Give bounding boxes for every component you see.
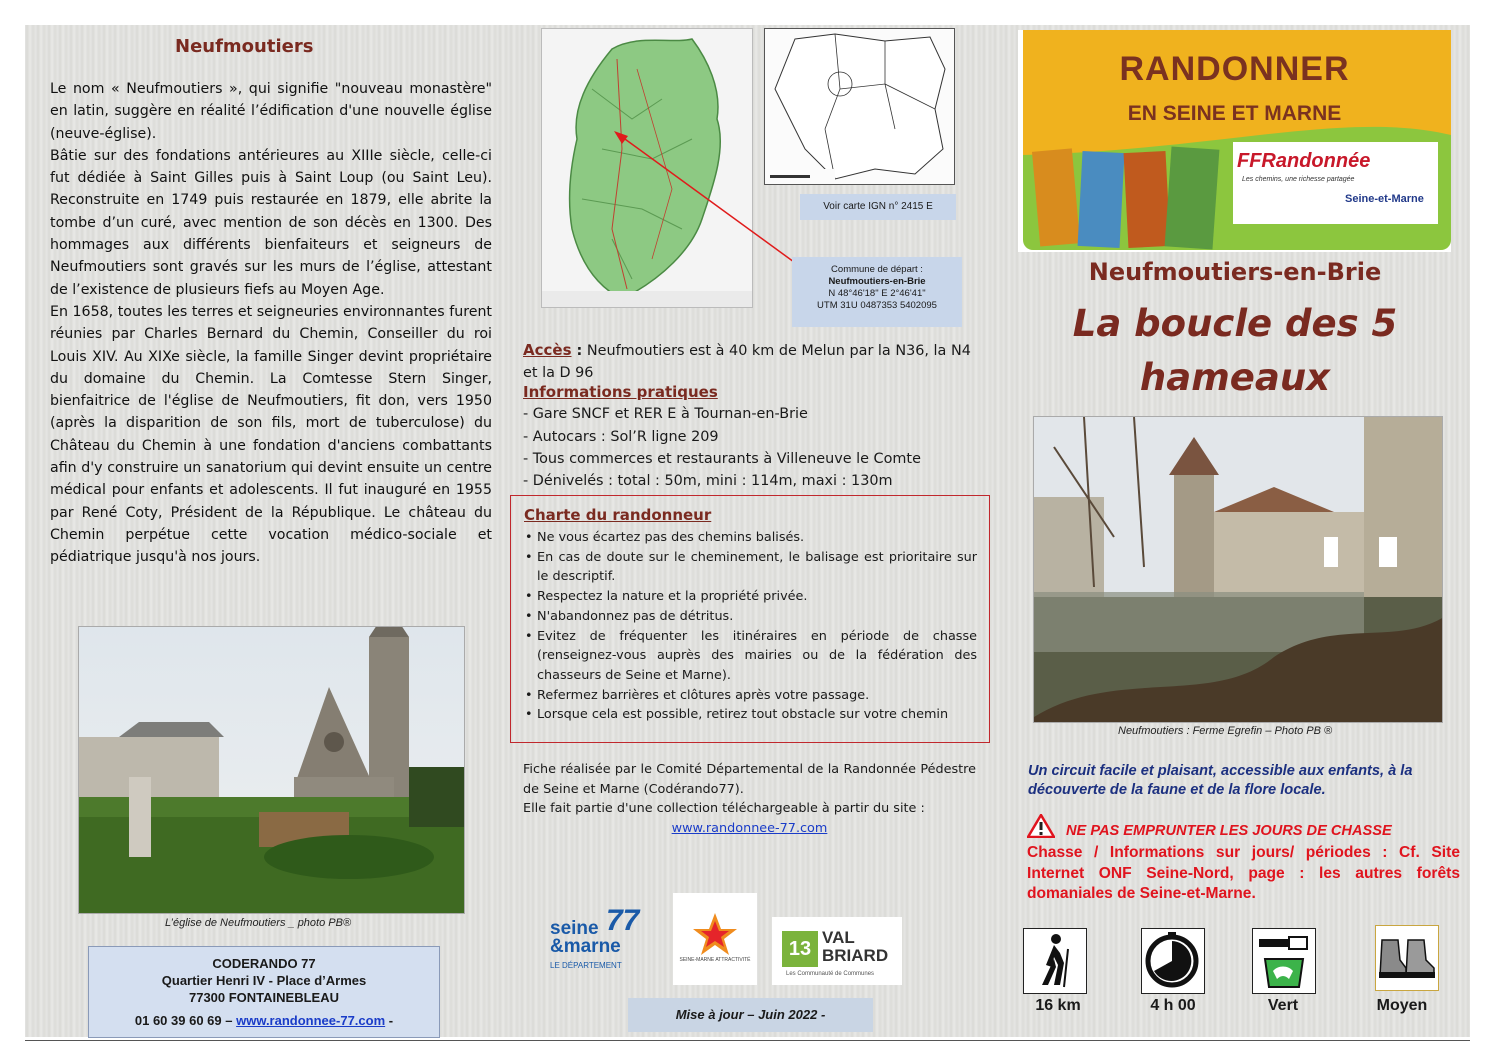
banner-subtitle: EN SEINE ET MARNE	[1127, 102, 1342, 125]
bottom-divider	[25, 1040, 1470, 1041]
info-item: - Tous commerces et restaurants à Villeneuve le Comte	[523, 450, 921, 467]
org-address: Quartier Henri IV - Place d’Armes	[161, 973, 367, 988]
info-item: - Dénivelés : total : 50m, mini : 114m, maxi : 130m	[523, 473, 893, 490]
practical-info-heading: Informations pratiques	[523, 383, 718, 401]
charter-item: • N'abandonnez pas de détritus.	[537, 607, 977, 627]
attractivite-text: SEINE-MARNE ATTRACTIVITÉ	[679, 957, 751, 963]
farm-photo-caption: Neufmoutiers : Ferme Egrefin – Photo PB ®	[1118, 725, 1333, 737]
org-name: CODERANDO 77	[212, 956, 316, 971]
church-photo	[78, 626, 465, 914]
charter-item: • Ne vous écartez pas des chemins balisés.	[537, 528, 977, 548]
farm-photo	[1033, 416, 1443, 723]
seine-logo-sub: LE DÉPARTEMENT	[550, 961, 622, 970]
val-briard-logo	[772, 917, 902, 985]
seine-logo-word2: &marne	[550, 936, 621, 957]
access-section	[523, 339, 983, 384]
charter-item: • Respectez la nature et la propriété privée.	[537, 587, 977, 607]
start-gps: N 48°46'18" E 2°46'41"	[828, 288, 926, 299]
info-item: - Gare SNCF et RER E à Tournan-en-Brie	[523, 406, 808, 423]
distance-value: 16 km	[1035, 997, 1081, 1014]
coderando-contact-box	[88, 946, 440, 1038]
hiker-charter-box	[510, 495, 990, 743]
duration-value: 4 h 00	[1150, 997, 1196, 1014]
randonner-banner	[1018, 30, 1451, 252]
val-briard-word1: VAL	[822, 928, 855, 947]
hunting-warning-title: NE PAS EMPRUNTER LES JOURS DE CHASSE	[1066, 823, 1392, 839]
org-city: 77300 FONTAINEBLEAU	[188, 990, 339, 1005]
history-paragraph: En 1658, toutes les terres et seigneuries environnantes furent réunies par Charles Bernard du Chemin, Conseiller du roi Louis XIV. Au XIXe siècle, la famille Singer devint propriétaire du domaine du Chemin. La Comtesse Stern Singer, bienfaitrice de l'église de Neufmoutiers, fit don, vers 1950 (après la disparition de son fils, mort de tuberculose) du Château du Chemin à une fondation d'anciens combattants afin d'y construire un sanatorium qui devint ensuite un centre médical pour enfants et adolescents. Il fut inauguré en 1955 par René Coty, Président de la République. Le château du Chemin perpétue cette vocation médico-sociale et pédiatrique jusqu'à nos jours.	[50, 303, 492, 566]
warning-icon	[1027, 814, 1055, 838]
charter-item: • Refermez barrières et clôtures après votre passage.	[537, 686, 977, 706]
marking-value: Vert	[1267, 997, 1299, 1014]
difficulty-value: Moyen	[1376, 997, 1428, 1014]
credits-text	[523, 760, 976, 839]
update-date: Mise à jour – Juin 2022 -	[628, 998, 873, 1032]
boots-icon	[1375, 925, 1439, 991]
seine-marne-attractivite-logo	[673, 893, 757, 985]
org-phone: 01 60 39 60 69 –	[134, 1013, 233, 1028]
collection-link[interactable]: www.randonnee-77.com	[671, 821, 828, 837]
access-heading: Accès	[523, 341, 572, 359]
paint-marker-icon	[1252, 928, 1316, 994]
hiker-icon	[1023, 928, 1087, 994]
credits-line: Fiche réalisée par le Comité Départemental de la Randonnée Pédestre de Seine et Marne (Codérando77).	[523, 762, 976, 797]
charter-item: • Evitez de fréquenter les itinéraires en période de chasse (renseignez-vous auprès des mairies ou de la fédération des chasseurs de Seine et Marne).	[537, 627, 977, 686]
val-briard-word2: BRIARD	[822, 946, 889, 965]
seine-logo-number: 77	[606, 904, 640, 937]
history-paragraph: Le nom « Neufmoutiers », qui signifie "nouveau monastère" en latin, suggère en réalité l’édification d'une nouvelle église (neuve-église).	[50, 81, 492, 142]
history-text	[50, 78, 492, 569]
seine-logo-word1: seine	[550, 918, 599, 939]
charter-item: • Lorsque cela est possible, retirez tout obstacle sur votre chemin	[537, 705, 977, 725]
ign-map-note: Voir carte IGN n° 2415 E	[800, 194, 956, 220]
history-paragraph: Bâtie sur des fondations antérieures au XIIIe siècle, celle-ci fut dédiée à Saint Gilles puis à Saint Loup (ou Saint Leu). Reconstruite en 1749 puis restaurée en 1879, elle abrite la tombe d’un curé, avec mention de son décès en 1300. Des hommages aux différents bienfaiteurs et seigneurs de Neufmoutiers sont gravés sur les murs de l’église, attestant de l’existence de plusieurs fiefs au Moyen Age.	[50, 147, 492, 298]
route-description: Un circuit facile et plaisant, accessible aux enfants, à la découverte de la faune et de la flore locale.	[1028, 763, 1413, 798]
ffrandonnee-tagline: Les chemins, une richesse partagée	[1242, 176, 1355, 183]
start-commune: Neufmoutiers-en-Brie	[828, 276, 926, 287]
charter-heading: Charte du randonneur	[524, 506, 712, 524]
ffrandonnee-logo: FFRandonnée	[1237, 150, 1371, 172]
church-photo-caption: L’église de Neufmoutiers _ photo PB®	[165, 917, 352, 929]
access-colon: :	[571, 343, 583, 359]
info-item: - Autocars : Sol’R ligne 209	[523, 428, 719, 445]
location-arrow	[600, 120, 810, 280]
org-contact-line	[89, 1012, 439, 1029]
org-dash: -	[388, 1013, 394, 1028]
org-website-link[interactable]: www.randonnee-77.com	[236, 1013, 386, 1028]
seine-et-marne-logo	[548, 906, 648, 976]
credits-line: Elle fait partie d'une collection téléchargeable à partir du site :	[523, 801, 925, 817]
route-title: La boucle des 5 hameaux	[1072, 302, 1398, 399]
section-title: Neufmoutiers	[175, 36, 314, 57]
start-point-box	[792, 257, 962, 327]
val-briard-sub: Les Communauté de Communes	[786, 971, 875, 977]
access-text: Neufmoutiers est à 40 km de Melun par la N36, la N4 et la D 96	[523, 343, 971, 381]
hunting-warning-text: Chasse / Informations sur jours/ périodes : Cf. Site Internet ONF Seine-Nord, page : les autres forêts domaniales de Seine-et-Marne.	[1027, 844, 1460, 902]
banner-title: RANDONNER	[1119, 50, 1350, 88]
commune-title: Neufmoutiers-en-Brie	[1088, 258, 1382, 286]
val-briard-badge: 13	[782, 931, 818, 967]
charter-item: • En cas de doute sur le cheminement, le balisage est prioritaire sur le descriptif.	[537, 548, 977, 587]
ffrandonnee-department: Seine-et-Marne	[1345, 193, 1424, 205]
start-utm: UTM 31U 0487353 5402095	[817, 300, 937, 311]
practical-info	[523, 381, 983, 492]
clock-icon	[1141, 928, 1205, 994]
start-label: Commune de départ :	[831, 264, 923, 275]
